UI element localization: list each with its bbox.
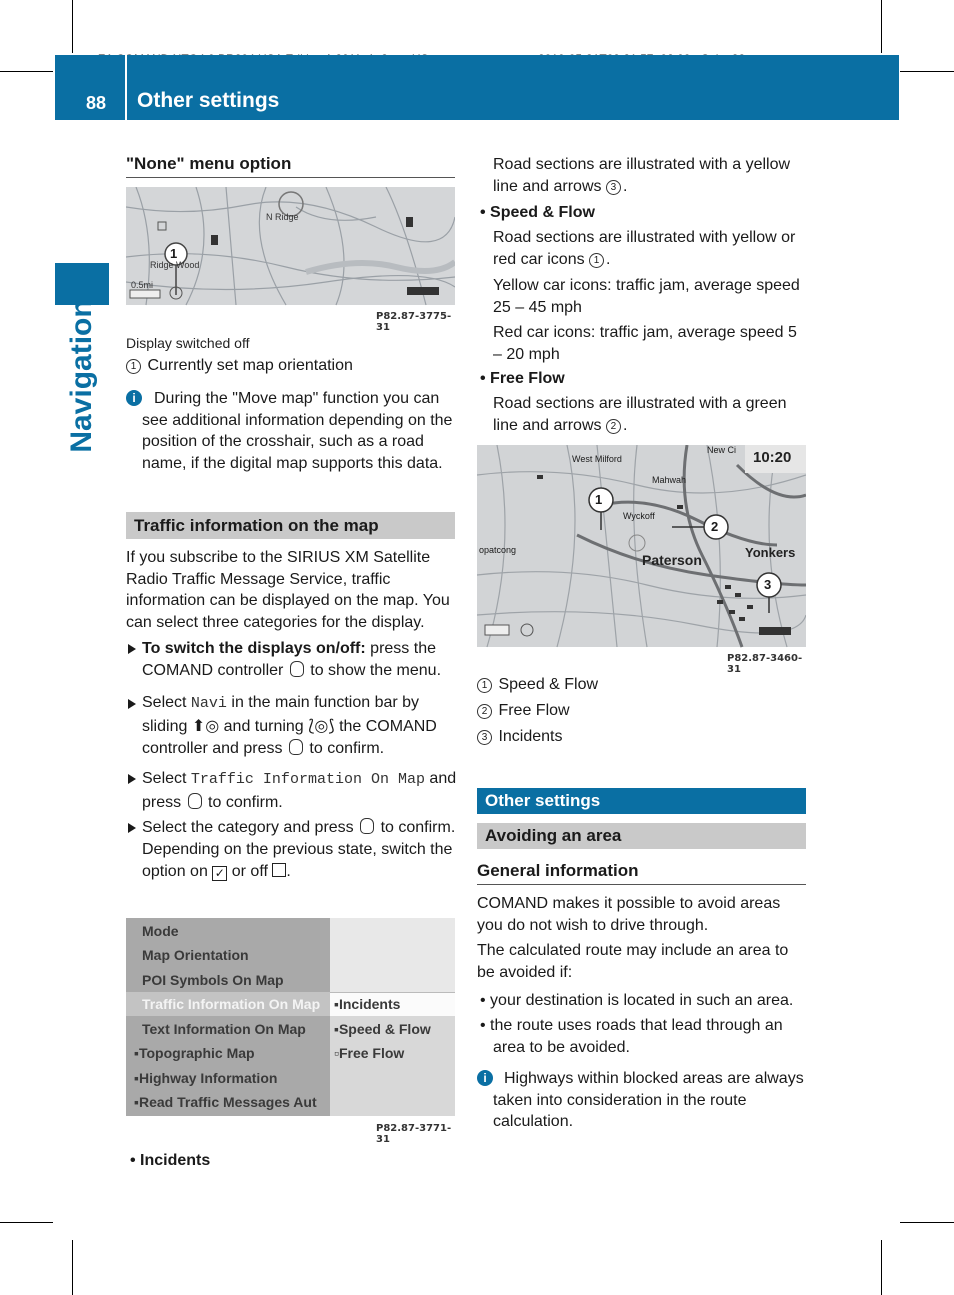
legend-item [126, 355, 455, 377]
menu-item: Text Information On Map [142, 1021, 306, 1037]
menu-code: Navi [190, 695, 227, 712]
bullet-text: your destination is located in such an area. [490, 992, 794, 1009]
controller-slide-icon: ⬆◎ [191, 717, 220, 735]
crop-mark [72, 1240, 73, 1295]
side-tab-text: Navigation [65, 299, 98, 453]
info-note: During the "Move map" function you can see additional information depending on the position of the crosshair, such as a road name, if the digital map supports this data. [142, 390, 453, 472]
crop-mark [0, 71, 53, 72]
step-text: to confirm. [380, 819, 456, 836]
legend-text: Incidents [498, 728, 563, 745]
menu-item-selected: Traffic Information On Map [142, 996, 321, 1012]
info-note: Highways within blocked areas are always taken into consideration in the route calculation. [493, 1070, 804, 1130]
figure-code: P82.87-3775-31 [376, 311, 452, 333]
map-callout-number: 2 [711, 519, 719, 534]
figure-code: P82.87-3771-31 [376, 1123, 452, 1145]
figure-code: P82.87-3460-31 [727, 653, 803, 675]
step-text: press the COMAND controller [142, 640, 436, 679]
menu-item: ▪Highway Information [134, 1070, 278, 1086]
legend-number: 3 [477, 730, 492, 745]
page-number: 88 [86, 93, 107, 113]
legend-number: 2 [477, 704, 492, 719]
controller-press-icon [290, 661, 304, 677]
bullet-title: Incidents [140, 1152, 211, 1169]
section-heading: General information [477, 861, 639, 880]
map-label: Wood [176, 260, 200, 270]
checkbox-empty-icon [272, 863, 286, 877]
menu-option: ▪Speed & Flow [334, 1021, 431, 1037]
section-heading: "None" menu option [126, 154, 292, 173]
step-arrow-icon [128, 699, 136, 709]
heading-rule [126, 177, 455, 178]
paragraph: Red car icons: traffic jam, average speed 5 – 20 mph [493, 324, 797, 363]
map-clock: 10:20 [753, 449, 792, 466]
paragraph-text: Road sections are illustrated with yellow or red car icons [493, 229, 796, 268]
menu-item-label: Highway Information [138, 1070, 278, 1086]
legend-item [477, 674, 598, 696]
legend-item [477, 700, 570, 722]
step-instruction: Select the category and press to confirm. Depending on the previous state, switch the option on ✓ or off . [142, 819, 456, 880]
reference-number: 1 [589, 253, 604, 268]
controller-press-icon [289, 739, 303, 755]
map-label: Ridge [150, 260, 174, 270]
controller-press-icon [360, 818, 374, 834]
paragraph-text: Road sections are illustrated with a yellow line and arrows [493, 156, 791, 195]
bullet-item: • Free Flow [480, 370, 565, 387]
reference-number: 2 [606, 419, 621, 434]
menu-option: ▪Incidents [334, 996, 401, 1012]
paragraph-text: Road sections are illustrated with a green line and arrows [493, 395, 787, 434]
section-band-other-settings: Other settings [477, 788, 806, 814]
info-icon: i [477, 1070, 493, 1088]
menu-screenshot [126, 918, 455, 1145]
step-text: or off [231, 863, 268, 880]
page-title: Other settings [137, 89, 280, 112]
bullet-item: • your destination is located in such an area. [480, 992, 794, 1009]
step-text: to show the menu. [310, 661, 442, 679]
bullet-item: • Incidents [130, 1152, 211, 1169]
checkbox-checked-icon: ✓ [212, 866, 227, 881]
paragraph: Road sections are illustrated with a yellow line and arrows 3 . [493, 156, 791, 195]
crop-mark [0, 1222, 53, 1223]
header-divider [125, 55, 127, 120]
controller-turn-icon: ⟅◎⟆ [308, 717, 335, 735]
bullet-item: • Speed & Flow [480, 204, 595, 221]
step-text: Depending on the previous state, switch the option on [142, 841, 453, 880]
step-instruction [142, 638, 457, 681]
map-screenshot-none [126, 187, 455, 333]
map-label: Mahwah [652, 475, 687, 485]
traffic-map-screenshot [477, 445, 806, 675]
step-text: and press [142, 770, 457, 811]
section-band-traffic: Traffic information on the map [126, 512, 455, 539]
step-text: to confirm. [208, 794, 283, 811]
section-band-avoiding: Avoiding an area [477, 823, 806, 849]
step-instruction [142, 692, 457, 761]
step-text: to confirm. [309, 740, 385, 757]
paragraph: Road sections are illustrated with yellow or red car icons 1 . [493, 229, 796, 268]
step-arrow-icon [128, 774, 136, 784]
menu-item: Mode [142, 923, 179, 939]
bullet-item: • the route uses roads that lead through an area to be avoided. [480, 1017, 783, 1056]
info-icon: i [126, 390, 142, 408]
menu-item: Map Orientation [142, 947, 249, 963]
bullet-title: Free Flow [490, 370, 565, 387]
menu-item: POI Symbols On Map [142, 972, 284, 988]
paragraph: COMAND makes it possible to avoid areas you do not wish to drive through. [477, 895, 781, 934]
legend-text: Currently set map orientation [147, 357, 353, 374]
map-label: Paterson [642, 552, 702, 568]
map-callout-number: 3 [764, 577, 772, 592]
step-arrow-icon [128, 823, 136, 833]
menu-item: ▪Topographic Map [134, 1045, 255, 1061]
paragraph: Yellow car icons: traffic jam, average speed 25 – 45 mph [493, 277, 800, 316]
map-label: Yonkers [745, 545, 796, 560]
intro-paragraph: If you subscribe to the SIRIUS XM Satellite Radio Traffic Message Service, traffic information can be displayed on the map. You can select three categories for the display. [126, 549, 450, 631]
legend-number: 1 [477, 678, 492, 693]
figure-caption: Display switched off [126, 335, 250, 351]
step-text: Select the category and press [142, 819, 354, 836]
menu-item: ▪Read Traffic Messages Aut [134, 1094, 317, 1110]
heading-rule [477, 884, 806, 885]
map-label: West Milford [572, 454, 622, 464]
crop-mark [900, 1222, 954, 1223]
legend-item [477, 726, 563, 748]
map-callout-number: 1 [595, 492, 603, 507]
crop-mark [881, 1240, 882, 1295]
step-bold: To switch the displays on/off: [142, 640, 366, 657]
map-callout-number: 1 [170, 246, 178, 261]
menu-option-label: Free Flow [338, 1045, 405, 1061]
step-instruction [142, 767, 457, 814]
legend-text: Speed & Flow [498, 676, 599, 693]
step-text: in the main function bar by sliding [142, 694, 420, 735]
crop-mark [881, 0, 882, 53]
menu-code: Traffic Information On Map [190, 771, 425, 788]
map-scale-label: 0.5mi [131, 280, 154, 290]
menu-option-label: Incidents [338, 996, 401, 1012]
map-label: New Ci [707, 445, 737, 455]
paragraph: Road sections are illustrated with a green line and arrows 2 . [493, 395, 787, 434]
bullet-text: the route uses roads that lead through an area to be avoided. [490, 1017, 783, 1056]
crop-mark [900, 71, 954, 72]
map-label: N Ridge [266, 212, 299, 222]
menu-option: ▫Free Flow [334, 1045, 405, 1061]
menu-item-label: Read Traffic Messages Aut [138, 1094, 317, 1110]
step-text: the COMAND controller and press [142, 717, 437, 757]
menu-item-label: Topographic Map [138, 1045, 255, 1061]
step-text: Select [142, 770, 187, 787]
bullet-title: Speed & Flow [490, 204, 595, 221]
step-text: and turning [223, 717, 304, 735]
reference-number: 3 [606, 180, 621, 195]
map-label: opatcong [479, 545, 517, 555]
controller-press-icon [188, 793, 202, 809]
step-arrow-icon [128, 644, 136, 654]
step-text: Select [142, 694, 187, 711]
menu-option-label: Speed & Flow [338, 1021, 431, 1037]
crop-mark [72, 0, 73, 53]
map-label: Wyckoff [623, 511, 655, 521]
paragraph: The calculated route may include an area to be avoided if: [477, 942, 789, 981]
legend-number: 1 [126, 359, 141, 374]
legend-text: Free Flow [498, 702, 570, 719]
